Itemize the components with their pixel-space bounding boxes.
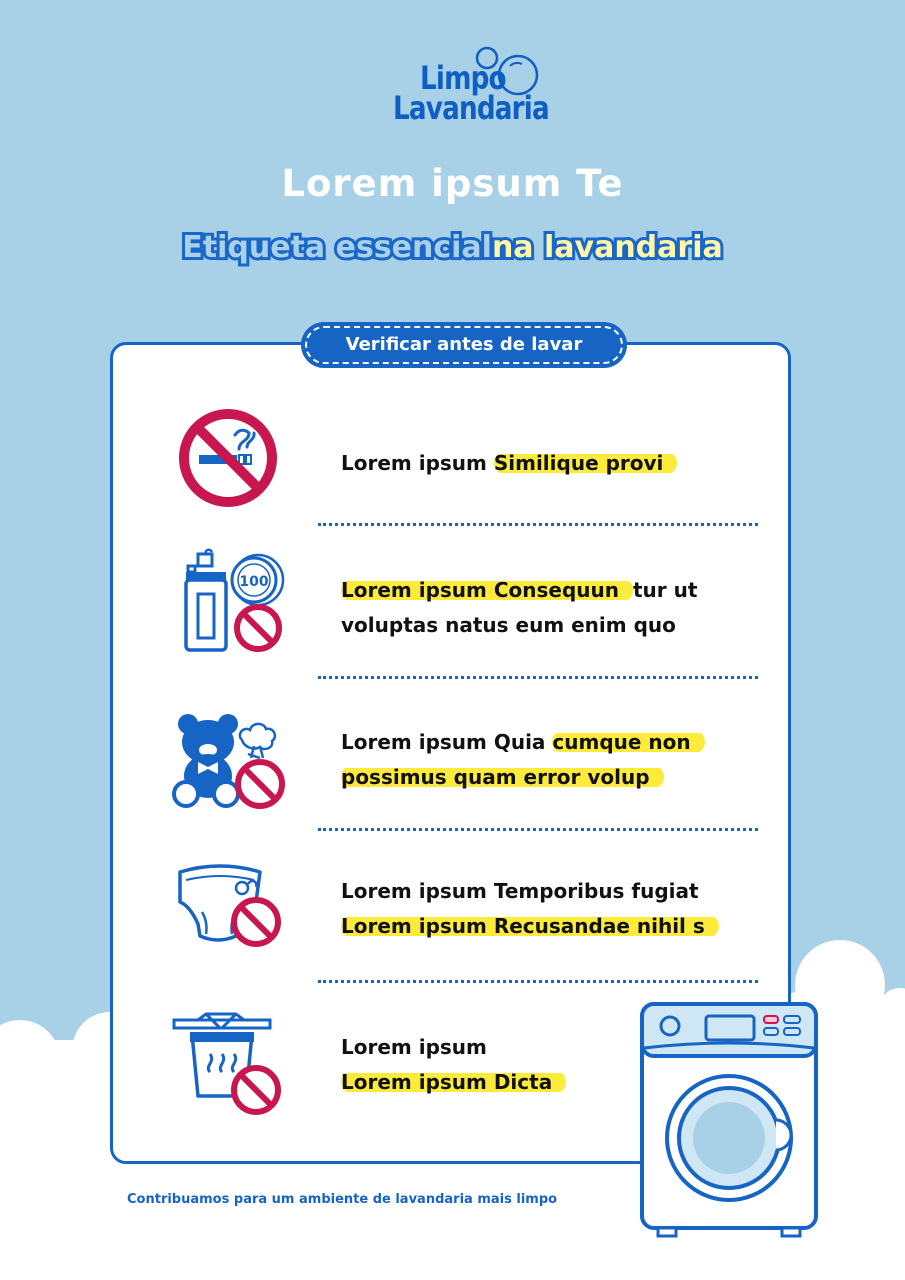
no-smoking-icon [175,405,281,511]
no-stuffed-toy-icon [172,710,292,814]
brand-logo [380,44,550,134]
rule-3-text: Lorem ipsum Quia cumque non possimus quam error volup [341,725,705,795]
no-diaper-icon [172,862,288,952]
brand-line2: Lavandaria [393,89,549,127]
divider-1 [318,523,758,526]
subtitle-part2: na lavandaria [491,230,723,265]
rule-1-text: Lorem ipsum Similique provi [341,446,677,481]
rule-4-text: Lorem ipsum Temporibus fugiat Lorem ipsum Recusandae nihil s [341,874,719,944]
washing-machine-icon [640,1002,820,1242]
page-title: Lorem ipsum Te [281,162,624,205]
no-lighter-coins-icon [180,548,290,656]
section-label-pill [301,322,627,368]
divider-4 [318,980,758,983]
page-subtitle [0,230,905,265]
section-label: Verificar antes de lavar [345,334,583,355]
brand-line1: Limpo [420,59,506,97]
divider-3 [318,828,758,831]
rule-5-text: Lorem ipsum Lorem ipsum Dicta [341,1030,566,1100]
divider-2 [318,676,758,679]
subtitle-part1: Etiqueta essencial [182,230,492,265]
svg-text:100: 100 [239,574,269,590]
no-trash-bin-icon [170,1012,286,1120]
footer-text: Contribuamos para um ambiente de lavandaria mais limpo [127,1192,558,1207]
rule-2-text: Lorem ipsum Consequun tur ut voluptas natus eum enim quo [341,578,698,637]
